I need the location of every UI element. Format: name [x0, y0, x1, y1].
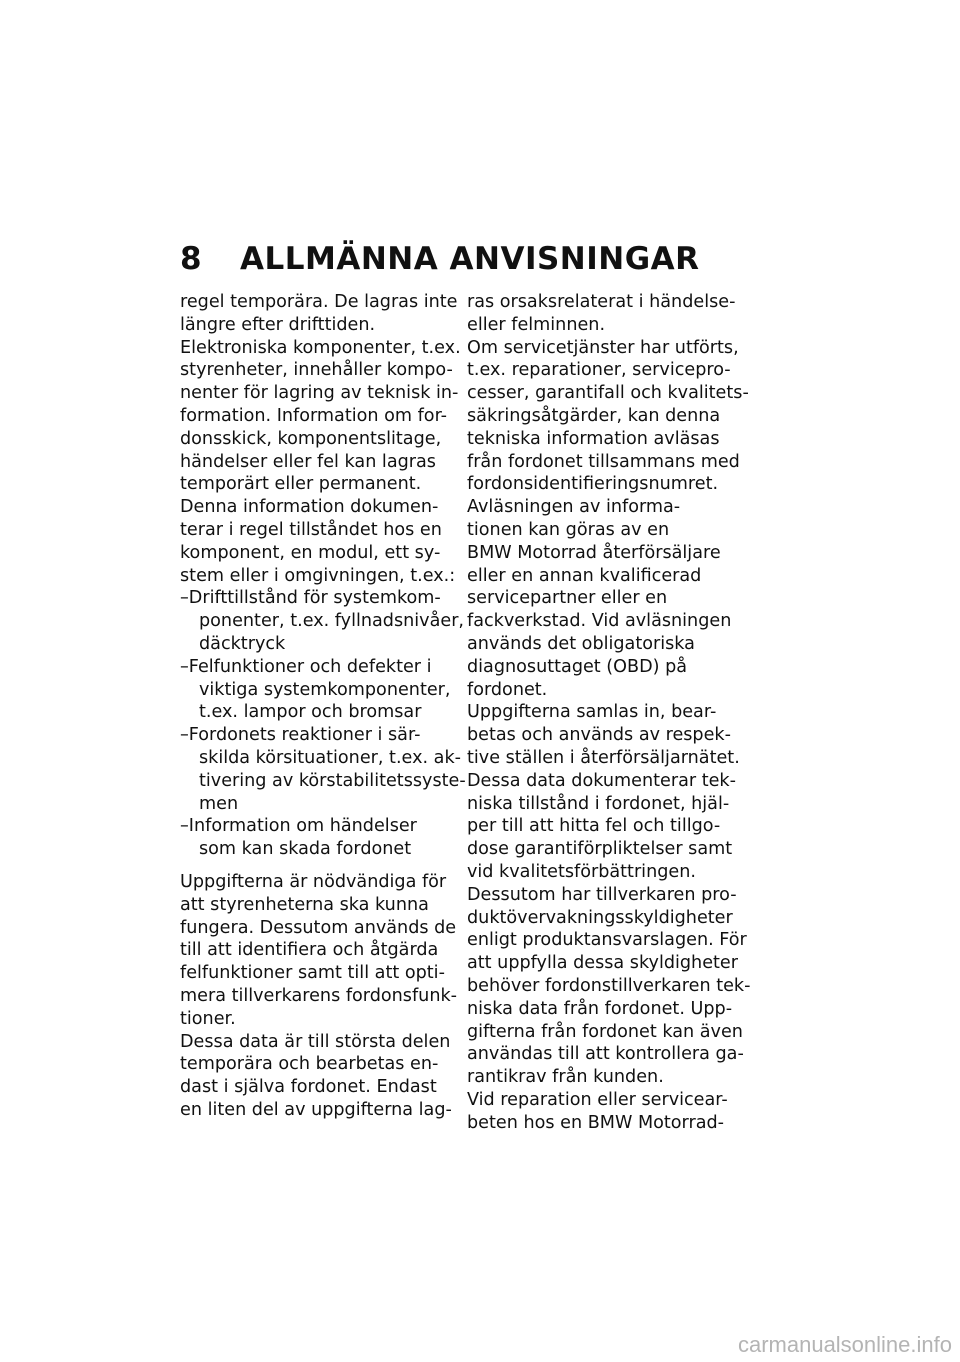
text-line: fordonsidentifieringsnumret. — [467, 474, 719, 495]
text-line: behöver fordonstillverkaren tek- — [467, 975, 751, 996]
text-line: per till att hitta fel och tillgo- — [467, 816, 721, 837]
text-line: formation. Information om for- — [180, 405, 448, 426]
text-line: felfunktioner samt till att opti- — [180, 963, 445, 984]
text-line: fordonet. — [467, 679, 548, 700]
text-line: Denna information dokumen- — [180, 497, 439, 518]
text-line: tekniska information avläsas — [467, 428, 720, 449]
text-line: tive ställen i återförsäljarnätet. — [467, 747, 740, 768]
text-line: eller felminnen. — [467, 314, 606, 335]
text-line: gifterna från fordonet kan även — [467, 1021, 743, 1042]
list-item: –Fordonets reaktioner i sär- — [180, 725, 421, 746]
list-item: –Drifttillstånd för systemkom- — [180, 588, 441, 609]
text-line: temporära och bearbetas en- — [180, 1054, 439, 1075]
text-line: används det obligatoriska — [467, 633, 695, 654]
text-line: regel temporära. De lagras inte — [180, 292, 458, 312]
text-line: donsskick, komponentslitage, — [180, 428, 442, 449]
text-line: fungera. Dessutom används de — [180, 917, 457, 938]
list-item-continuation: skilda körsituationer, t.ex. ak- — [199, 747, 461, 768]
text-line: Dessa data är till största delen — [180, 1031, 451, 1052]
text-line: terar i regel tillståndet hos en — [180, 519, 442, 540]
text-line: att styrenheterna ska kunna — [180, 894, 429, 915]
text-line: dast i själva fordonet. Endast — [180, 1077, 437, 1098]
text-line: Om servicetjänster har utförts, — [467, 337, 739, 358]
text-line: diagnosuttaget (OBD) på — [467, 656, 688, 677]
list-item-continuation: däcktryck — [199, 633, 286, 654]
text-line: Avläsningen av informa- — [467, 497, 681, 518]
text-line: tionen kan göras av en — [467, 519, 670, 540]
text-line: Dessutom har tillverkaren pro- — [467, 884, 737, 905]
list-item-continuation: som kan skada fordonet — [199, 839, 412, 860]
text-line: händelser eller fel kan lagras — [180, 451, 436, 472]
text-line: nenter för lagring av teknisk in- — [180, 383, 459, 404]
text-line: säkringsåtgärder, kan denna — [467, 405, 721, 426]
list-item: –Information om händelser — [180, 816, 417, 837]
text-line: en liten del av uppgifterna lag- — [180, 1099, 452, 1120]
text-line: t.ex. reparationer, servicepro- — [467, 360, 731, 381]
chapter-number: 8 — [180, 241, 203, 277]
text-line: Uppgifterna samlas in, bear- — [467, 702, 717, 723]
chapter-title: ALLMÄNNA ANVISNINGAR — [240, 241, 700, 277]
list-item-continuation: tivering av körstabilitetssyste- — [199, 770, 466, 791]
list-item: –Felfunktioner och defekter i — [180, 656, 432, 677]
page-heading — [180, 240, 700, 278]
text-line: vid kvalitetsförbättringen. — [467, 861, 696, 882]
text-line: fackverkstad. Vid avläsningen — [467, 611, 732, 632]
text-line: enligt produktansvarslagen. För — [467, 930, 747, 951]
text-line: duktövervakningsskyldigheter — [467, 907, 733, 928]
text-line: tioner. — [180, 1008, 236, 1029]
text-line: Uppgifterna är nödvändiga för — [180, 871, 447, 892]
list-item-continuation: ponenter, t.ex. fyllnadsnivåer, — [199, 611, 465, 632]
paragraph-gap — [180, 861, 452, 871]
text-line: rantikrav från kunden. — [467, 1067, 664, 1088]
text-line: Dessa data dokumenterar tek- — [467, 770, 736, 791]
text-line: från fordonet tillsammans med — [467, 451, 740, 472]
text-line: temporärt eller permanent. — [180, 474, 422, 495]
list-item-continuation: viktiga systemkomponenter, — [199, 679, 451, 700]
text-line: servicepartner eller en — [467, 588, 668, 609]
text-line: beten hos en BMW Motorrad- — [467, 1112, 724, 1133]
text-line: eller en annan kvalificerad — [467, 565, 702, 586]
text-line: Elektroniska komponenter, t.ex. — [180, 337, 461, 358]
text-line: stem eller i omgivningen, t.ex.: — [180, 565, 456, 586]
text-line: cesser, garantifall och kvalitets- — [467, 383, 749, 404]
list-item-continuation: t.ex. lampor och bromsar — [199, 702, 422, 723]
right-column — [467, 291, 751, 1134]
text-line: niska data från fordonet. Upp- — [467, 998, 733, 1019]
text-line: längre efter drifttiden. — [180, 314, 376, 335]
watermark: carmanualsonline.info — [737, 1332, 952, 1357]
text-line: Vid reparation eller servicear- — [467, 1089, 728, 1110]
text-line: ras orsaksrelaterat i händelse- — [467, 292, 736, 312]
text-line: komponent, en modul, ett sy- — [180, 542, 441, 563]
text-line: styrenheter, innehåller kompo- — [180, 360, 453, 381]
text-line: användas till att kontrollera ga- — [467, 1044, 744, 1065]
left-column — [180, 291, 466, 1122]
text-line: mera tillverkarens fordonsfunk- — [180, 985, 458, 1006]
text-line: dose garantiförpliktelser samt — [467, 839, 733, 860]
list-item-continuation: men — [199, 793, 239, 814]
text-line: att uppfylla dessa skyldigheter — [467, 953, 738, 974]
text-line: till att identifiera och åtgärda — [180, 940, 439, 961]
text-line: betas och används av respek- — [467, 725, 731, 746]
text-line: niska tillstånd i fordonet, hjäl- — [467, 793, 730, 814]
text-line: BMW Motorrad återförsäljare — [467, 542, 721, 563]
